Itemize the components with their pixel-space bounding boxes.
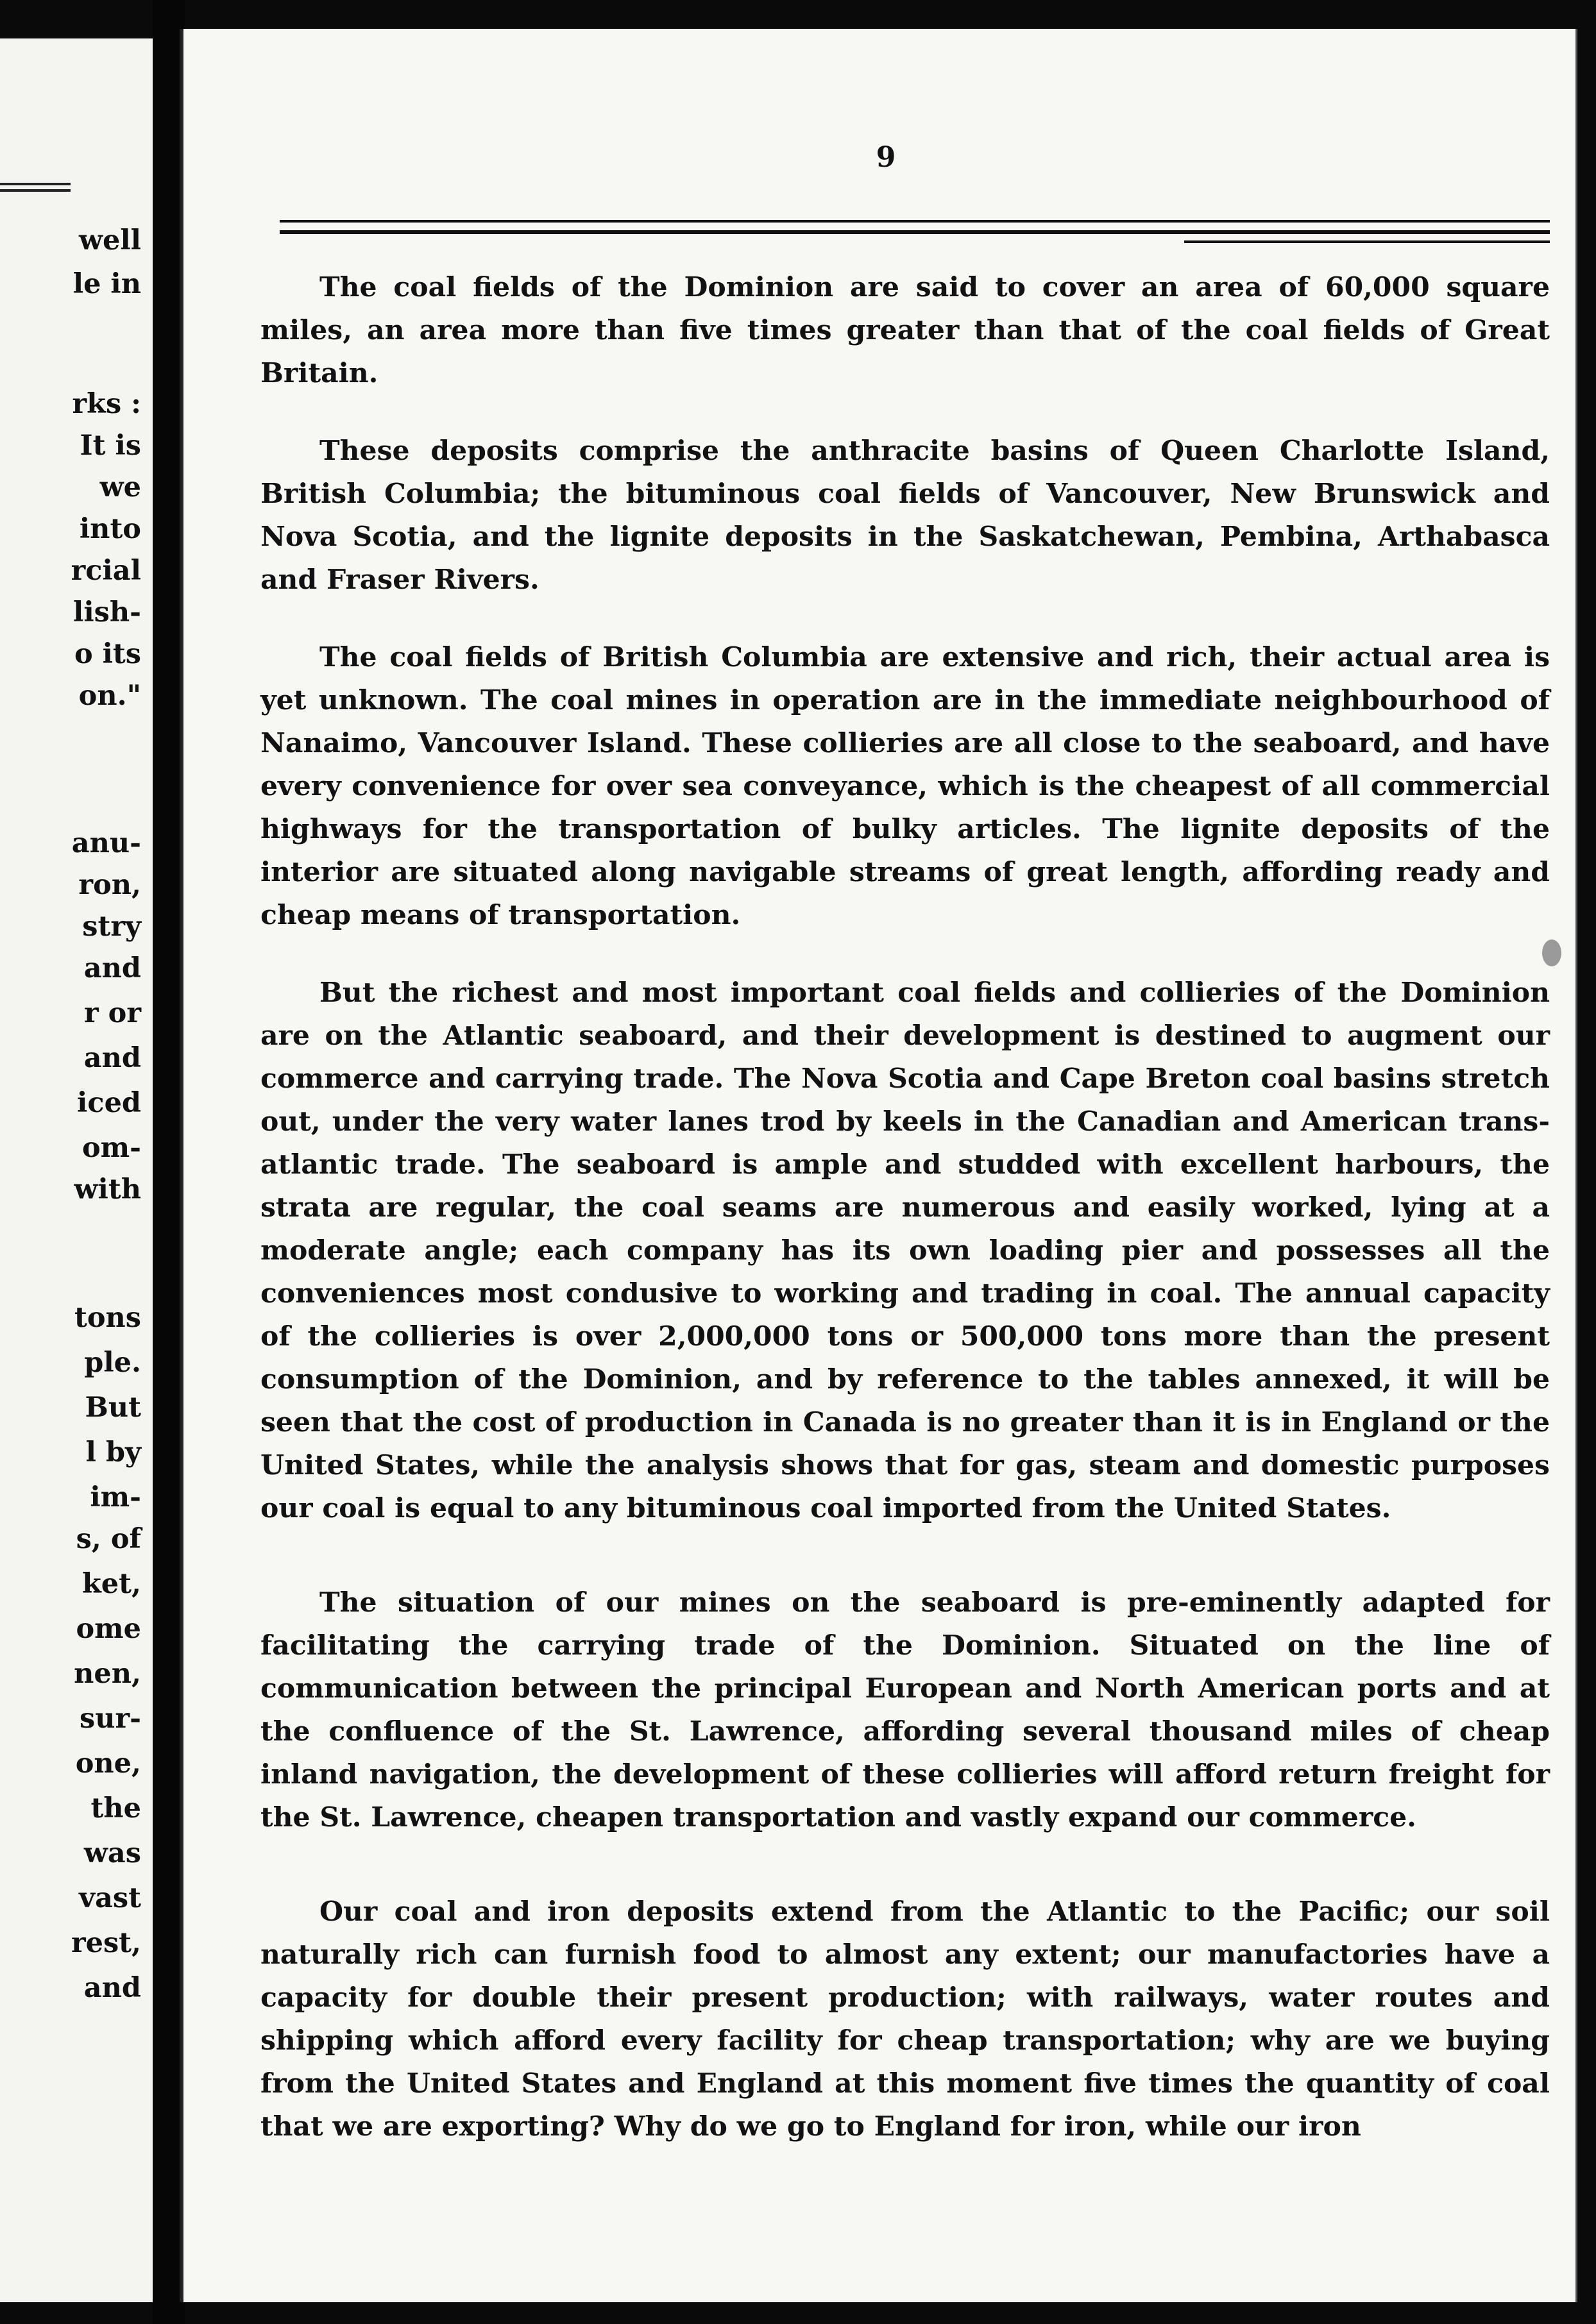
left-page-fragment: iced	[77, 1087, 141, 1119]
left-facing-page	[0, 38, 153, 2302]
left-page-fragment: le in	[72, 268, 141, 300]
left-page-fragment: on."	[78, 680, 141, 712]
paragraph: Our coal and iron deposits extend from the Atlantic to the Pacific; our soil naturally rich can furnish food to almost any extent; our manufactories have a capacity for double their present production; with railways, water routes and shipping which afford every facility for cheap transportation; why are we buying from the United States and England at this moment five times the quantity of coal that we are exporting? Why do we go to England for iron, while our iron	[260, 1896, 1550, 2143]
left-page-fragment: tons	[74, 1302, 141, 1334]
page-blemish	[1542, 939, 1561, 966]
left-page-rule	[0, 183, 71, 192]
left-page-fragment: l by	[85, 1436, 141, 1469]
left-page-fragment: vast	[79, 1882, 141, 1914]
left-page-fragment: anu-	[71, 827, 141, 859]
paragraph: The coal fields of British Columbia are extensive and rich, their actual area is yet unknown. The coal mines in operation are in the immediate neighbourhood of Nanaimo, Vancouver Island. These collieries are all close to the seaboard, and have every convenience for over sea conveyance, which is the cheapest of all commercial highways for the transportation of bulky articles. The lignite deposits of the interior are situated along navigable streams of great length, affording ready and cheap means of transportation.	[260, 641, 1550, 931]
left-page-fragment: rks :	[72, 388, 141, 420]
left-page-fragment: sur-	[80, 1703, 141, 1735]
left-page-fragment: the	[90, 1792, 141, 1824]
left-page-fragment: nen,	[74, 1658, 141, 1690]
left-page-fragment: ket,	[82, 1568, 141, 1600]
left-page-fragment: and	[83, 952, 141, 984]
left-page-fragment: one,	[75, 1747, 141, 1780]
left-page-fragment: well	[78, 224, 141, 257]
page-number: 9	[876, 141, 896, 174]
left-page-fragment: rcial	[71, 555, 141, 587]
header-rule-short	[1184, 240, 1550, 243]
document-page	[180, 29, 1577, 2302]
paragraph: These deposits comprise the anthracite basins of Queen Charlotte Island, British Columbia; the bituminous coal fields of Vancouver, New Brunswick and Nova Scotia, and the lignite deposits in the Saskatchewan, Pembina, Arthabasca and Fraser Rivers.	[260, 435, 1550, 596]
paragraph: The coal fields of the Dominion are said to cover an area of 60,000 square miles, an area more than five times greater than that of the coal fields of Great Britain.	[260, 271, 1550, 389]
left-page-fragment: lish-	[73, 596, 141, 628]
left-page-fragment: o its	[74, 638, 141, 670]
body-text	[260, 266, 1550, 2183]
left-page-fragment: with	[74, 1174, 141, 1206]
left-page-fragment: r or	[84, 997, 141, 1029]
left-page-fragment: and	[83, 1042, 141, 1074]
left-page-fragment: ron,	[78, 869, 141, 901]
left-page-fragment: was	[83, 1837, 141, 1869]
left-page-fragment: into	[79, 513, 141, 545]
left-page-fragment: It is	[80, 430, 141, 462]
left-page-fragment: But	[85, 1392, 141, 1424]
paragraph: The situation of our mines on the seaboard is pre-eminently adapted for facilitating the carrying trade of the Dominion. Situated on the line of communication between the principal European and North American ports and at the confluence of the St. Lawrence, affording several thousand miles of cheap inland navigation, the development of these collieries will afford return freight for the St. Lawrence, cheapen transportation and vastly expand our commerce.	[260, 1587, 1550, 1833]
left-page-fragment: ome	[76, 1613, 141, 1645]
left-page-fragment: s, of	[76, 1523, 141, 1555]
left-page-fragment: ple.	[84, 1347, 141, 1379]
left-page-fragment: rest,	[71, 1927, 141, 1959]
left-page-fragment: and	[83, 1972, 141, 2004]
left-page-fragment: im-	[90, 1481, 141, 1513]
left-page-fragment: stry	[82, 911, 141, 943]
paragraph: But the richest and most important coal fields and collieries of the Dominion are on the Atlantic seaboard, and their development is destined to augment our commerce and carrying trade. The Nova Scotia and Cape Breton coal basins stretch out, under the very water lanes trod by keels in the Canadian and American trans-atlantic trade. The seaboard is ample and studded with excellent harbours, the strata are regular, the coal seams are numerous and easily worked, lying at a moderate angle; each company has its own loading pier and possesses all the conveniences most condusive to working and trading in coal. The annual capacity of the collieries is over 2,000,000 tons or 500,000 tons more than the present consumption of the Dominion, and by reference to the tables annexed, it will be seen that the cost of production in Canada is no greater than it is in England or the United States, while the analysis shows that for gas, steam and domestic purposes our coal is equal to any bituminous coal imported from the United States.	[260, 977, 1550, 1524]
left-page-fragment: om-	[81, 1132, 141, 1164]
left-page-fragment: we	[99, 471, 141, 503]
header-rule	[280, 220, 1550, 234]
